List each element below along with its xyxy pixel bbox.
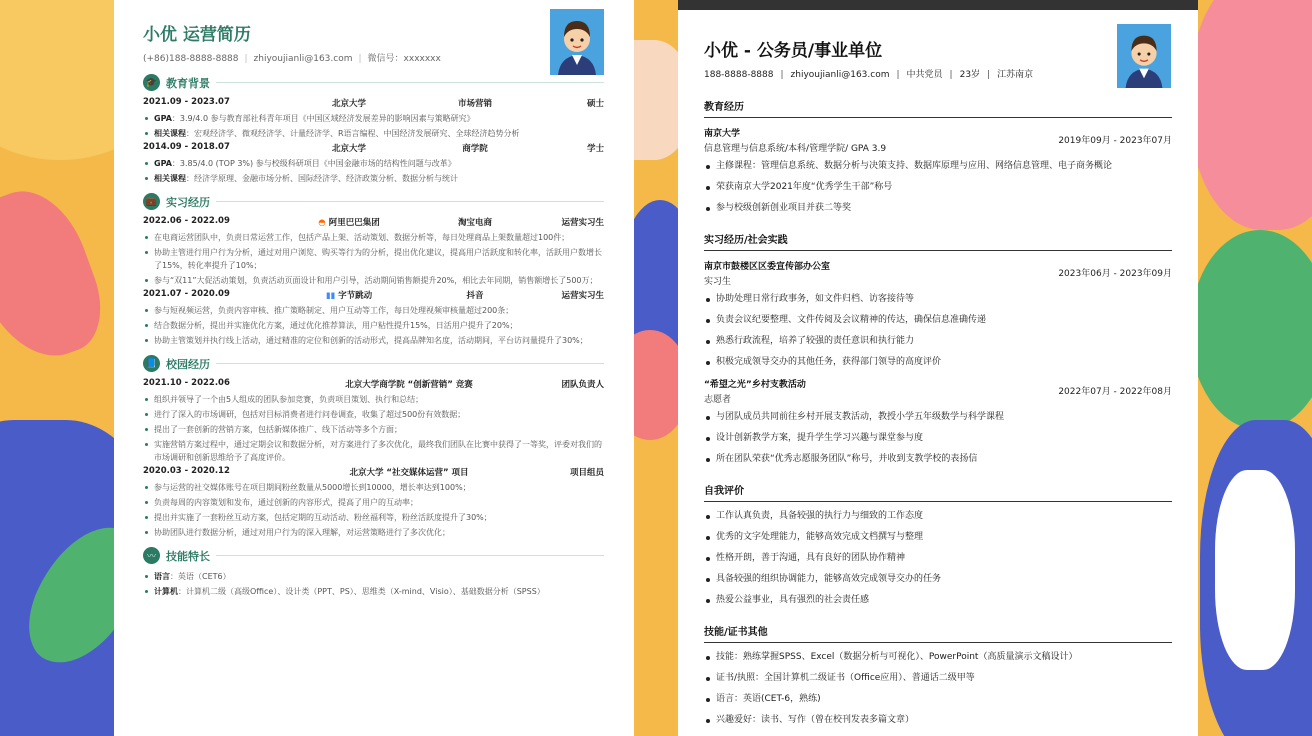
- bg-green-blob-right: [1190, 230, 1312, 430]
- list-item: 负责会议纪要整理、文件传阅及会议精神的传达，确保信息准确传递: [704, 314, 1172, 327]
- list-item: 工作认真负责，具备较强的执行力与细致的工作态度: [704, 510, 1172, 523]
- avatar-photo: [1117, 24, 1171, 88]
- entry-sub: 志愿者 2022年07月 - 2022年08月: [704, 387, 1172, 405]
- bg-white-shape-right: [1215, 470, 1295, 670]
- resume-page-civil-service: [678, 0, 1198, 736]
- section-header-campus: [143, 355, 604, 372]
- list-item: 技能：熟练掌握SPSS、Excel（数据分析与可视化）、PowerPoint（高质量演示文稿设计）: [704, 651, 1172, 664]
- section-title: 教育背景: [166, 76, 210, 90]
- list-item: 与团队成员共同前往乡村开展支教活动，教授小学五年级数学与科学课程: [704, 411, 1172, 424]
- wechat: 微信号：xxxxxxx: [367, 54, 441, 64]
- list-item: 兴趣爱好：读书、写作（曾在校刊发表多篇文章）: [704, 714, 1172, 727]
- list-item: 荣获南京大学2021年度“优秀学生干部”称号: [704, 181, 1172, 194]
- list-item: 协助团队进行数据分析，通过对用户行为的深入理解，对运营策略进行了多次优化；: [143, 526, 604, 539]
- avatar-illustration-icon: [1117, 24, 1171, 88]
- chart-line-icon: 〰: [143, 547, 160, 564]
- page-top-bar: [678, 0, 1198, 10]
- section-header-skills: [143, 547, 604, 564]
- section-header-work: 实习经历/社会实践: [704, 231, 1172, 251]
- list-item: 参与运营的社交媒体账号在项目期间粉丝数量从5000增长到10000，增长率达到100%；: [143, 481, 604, 494]
- list-item: 性格开朗，善于沟通，具有良好的团队协作精神: [704, 552, 1172, 565]
- entry-header: 2022.06 - 2022.09 ◓ 阿里巴巴集团 淘宝电商 运营实习生: [143, 216, 604, 228]
- avatar-photo: [550, 9, 604, 75]
- email: zhiyoujianli@163.com: [253, 54, 353, 64]
- org-name: 南京市鼓楼区区委宣传部办公室: [704, 262, 831, 272]
- entry-header: 2021.10 - 2022.06 北京大学商学院 “创新营销” 竞赛 团队负责人: [143, 378, 604, 390]
- entry-header: 2014.09 - 2018.07 北京大学 商学院 学士: [143, 142, 604, 154]
- bg-pink-leaf-left: [0, 176, 116, 373]
- entry-header: 2020.03 - 2020.12 北京大学 “社交媒体运营” 项目 项目组员: [143, 466, 604, 478]
- list-item: 主修课程：管理信息系统、数据分析与决策支持、数据库原理与应用、网络信息管理、电子商务概论: [704, 160, 1172, 173]
- list-item: 协助处理日常行政事务，如文件归档、访客接待等: [704, 293, 1172, 306]
- entry-sub: 实习生 2023年06月 - 2023年09月: [704, 269, 1172, 287]
- list-item: 语言：英语(CET-6，熟练): [704, 693, 1172, 706]
- entry-header: 2021.07 - 2020.09 ▮▮ 字节跳动 抖音 运营实习生: [143, 289, 604, 301]
- list-item: 在电商运营团队中，负责日常运营工作，包括产品上架、活动策划、数据分析等，每日处理商品上架数量超过100件；: [143, 231, 604, 244]
- list-item: 参与“双11”大促活动策划，负责活动页面设计和用户引导，活动期间销售额提升20%，相比去年同期，销售额增长了500万；: [143, 274, 604, 287]
- list-item: 所在团队荣获“优秀志愿服务团队”称号，并收到支教学校的表扬信: [704, 453, 1172, 466]
- graduation-cap-icon: 🎓: [143, 74, 160, 91]
- list-item: 实施营销方案过程中，通过定期会议和数据分析，对方案进行了多次优化，最终我们团队在比赛中获得了一等奖，评委对我们的市场调研和创新思维给予了高度评价。: [143, 438, 604, 464]
- list-item: 负责每周的内容策划和发布，通过创新的内容形式，提高了用户的互动率；: [143, 496, 604, 509]
- list-item: GPA：3.85/4.0 (TOP 3%) 参与校级科研项目《中国金融市场的结构性问题与改革》: [143, 157, 604, 170]
- list-item: 设计创新教学方案，提升学生学习兴趣与课堂参与度: [704, 432, 1172, 445]
- list-item: 组织并领导了一个由5人组成的团队参加竞赛，负责项目策划、执行和总结；: [143, 393, 604, 406]
- section-title: 技能特长: [166, 549, 210, 563]
- section-header-education: [143, 74, 604, 91]
- bg-pink-blob-right: [1190, 0, 1312, 230]
- list-item: 协助主管进行用户行为分析，通过对用户浏览、购买等行为的分析，提出优化建议，提高用户活跃度和转化率，活跃用户数增长了15%，转化率提升了10%；: [143, 246, 604, 272]
- contact-line: (+86)188-8888-8888 | zhiyoujianli@163.com | 微信号：xxxxxxx: [143, 54, 441, 64]
- list-item: GPA：3.9/4.0 参与教育部社科青年项目《中国区域经济发展差异的影响因素与策略研究》: [143, 112, 604, 125]
- section-header-self-evaluation: 自我评价: [704, 482, 1172, 502]
- list-item: 提出并实施了一套粉丝互动方案，包括定期的互动活动、粉丝福利等，粉丝活跃度提升了30%；: [143, 511, 604, 524]
- section-header-skills: 技能/证书其他: [704, 623, 1172, 643]
- resume-page-operations: [114, 0, 634, 736]
- contact-line: 188-8888-8888 | zhiyoujianli@163.com | 中共党员 | 23岁 | 江苏南京: [704, 70, 1034, 80]
- list-item: 热爱公益事业，具有强烈的社会责任感: [704, 594, 1172, 607]
- bytedance-logo-icon: ▮▮: [325, 291, 339, 301]
- avatar-illustration-icon: [550, 9, 604, 75]
- list-item: 进行了深入的市场调研，包括对目标消费者进行问卷调查，收集了超过500份有效数据；: [143, 408, 604, 421]
- list-item: 熟悉行政流程，培养了较强的责任意识和执行能力: [704, 335, 1172, 348]
- org-name: “希望之光”乡村支教活动: [704, 380, 806, 390]
- list-item: 参与短视频运营，负责内容审核、推广策略制定、用户互动等工作，每日处理视频审核量超过200条；: [143, 304, 604, 317]
- list-item: 优秀的文字处理能力，能够高效完成文档撰写与整理: [704, 531, 1172, 544]
- list-item: 协助主管策划并执行线上活动，通过精准的定位和创新的活动形式，提高品牌知名度，活动期间，平台访问量提升了30%；: [143, 334, 604, 347]
- entry-header: 2021.09 - 2023.07 北京大学 市场营销 硕士: [143, 97, 604, 109]
- list-item: 具备较强的组织协调能力，能够高效完成领导交办的任务: [704, 573, 1172, 586]
- phone: (+86)188-8888-8888: [143, 54, 239, 64]
- list-item: 积极完成领导交办的其他任务，获得部门领导的高度评价: [704, 356, 1172, 369]
- book-icon: 📘: [143, 355, 160, 372]
- list-item: 相关课程：经济学原理、金融市场分析、国际经济学、经济政策分析、数据分析与统计: [143, 172, 604, 185]
- section-header-internship: [143, 193, 604, 210]
- org-name: 南京大学: [704, 129, 741, 139]
- list-item: 结合数据分析，提出并实施优化方案，通过优化推荐算法，用户粘性提升15%，日活用户提升了20%；: [143, 319, 604, 332]
- page-title: 小优 运营简历: [143, 25, 251, 45]
- alibaba-logo-icon: ◓: [318, 218, 329, 228]
- briefcase-icon: 💼: [143, 193, 160, 210]
- list-item: 语言：英语（CET6）: [143, 570, 604, 583]
- section-title: 校园经历: [166, 357, 210, 371]
- list-item: 相关课程：宏观经济学、微观经济学、计量经济学、R语言编程、中国经济发展研究、全球经济趋势分析: [143, 127, 604, 140]
- page-title: 小优 - 公务员/事业单位: [704, 41, 883, 61]
- section-title: 实习经历: [166, 195, 210, 209]
- section-header-education: 教育经历: [704, 98, 1172, 118]
- entry-sub: 信息管理与信息系统/本科/管理学院/ GPA 3.9 2019年09月 - 2023年07月: [704, 136, 1172, 154]
- list-item: 计算机：计算机二级（高级Office）、设计类（PPT、PS）、思维类（X-mind、Visio）、基础数据分析（SPSS）: [143, 585, 604, 598]
- list-item: 参与校级创新创业项目并获二等奖: [704, 202, 1172, 215]
- list-item: 提出了一套创新的营销方案，包括新媒体推广、线下活动等多个方面；: [143, 423, 604, 436]
- list-item: 证书/执照：全国计算机二级证书（Office应用）、普通话二级甲等: [704, 672, 1172, 685]
